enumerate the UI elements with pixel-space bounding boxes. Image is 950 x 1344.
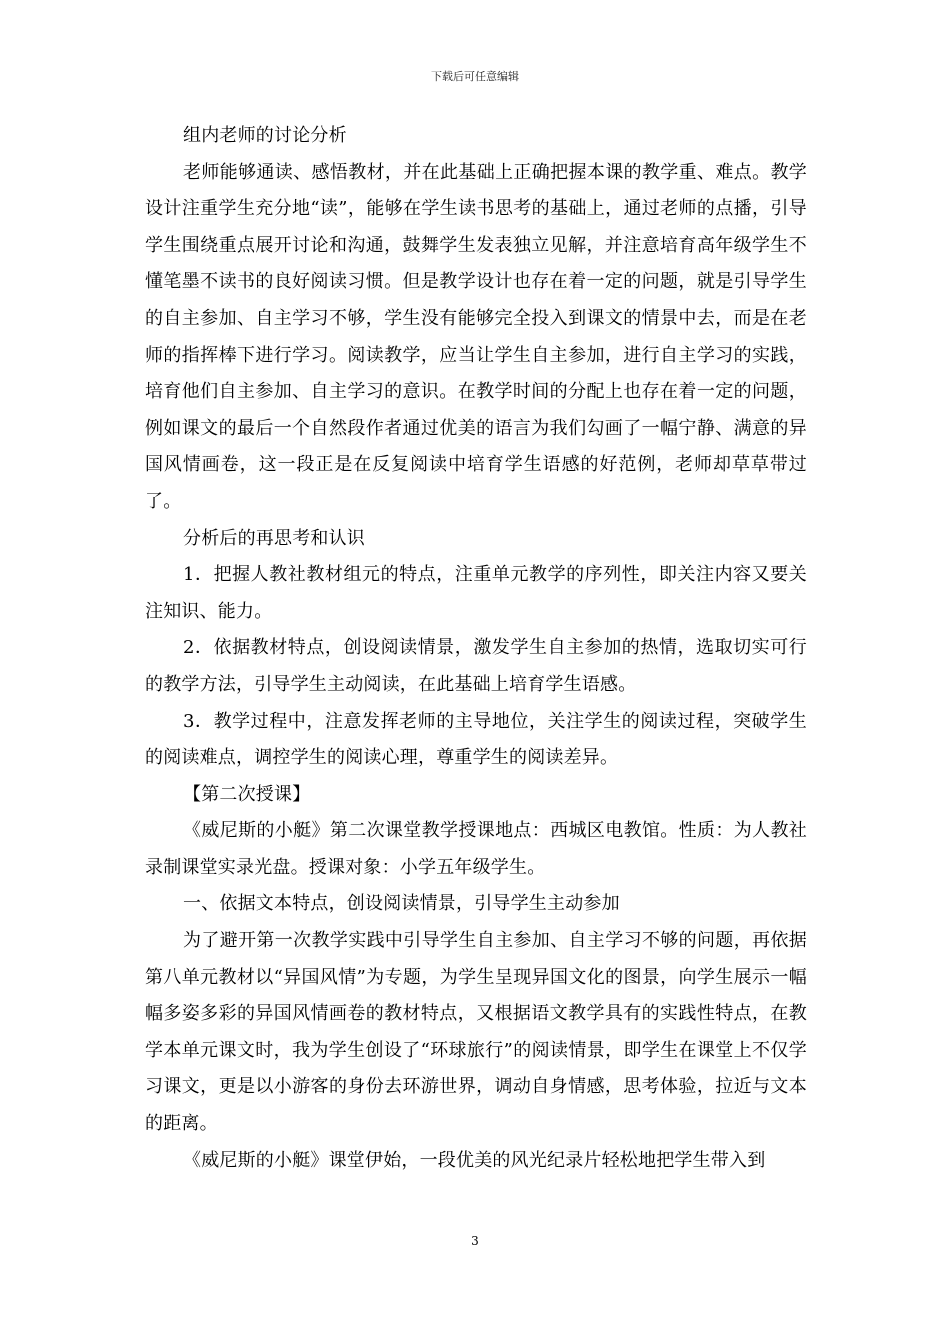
paragraph-scenario: 为了避开第一次教学实践中引导学生自主参加、自主学习不够的问题，再依据第八单元教材以“异国风情”为专题，为学生呈现异国文化的图景，向学生展示一幅幅多姿多彩的异国风情画卷的教材特点，又根据语文教学具有的实践性特点，在教学本单元课文时，我为学生创设了“环球旅行”的阅读情景，即学生在课堂上不仅学习课文，更是以小游客的身份去环游世界，调动自身情感，思考体验，拉近与文本的距离。 bbox=[145, 930, 807, 1135]
list-item-1: 1．把握人教社教材组元的特点，注重单元教学的序列性，即关注内容又要关注知识、能力。 bbox=[145, 564, 807, 622]
page-header: 下载后可任意编辑 bbox=[431, 70, 519, 83]
paragraph-discussion: 老师能够通读、感悟教材，并在此基础上正确把握本课的教学重、难点。教学设计注重学生充分地“读”，能够在学生读书思考的基础上，通过老师的点播，引导学生围绕重点展开讨论和沟通，鼓舞学生发表独立见解，并注意培育高年级学生不懂笔墨不读书的良好阅读习惯。但是教学设计也存在着一定的问题，就是引导学生的自主参加、自主学习不够，学生没有能够完全投入到课文的情景中去，而是在老师的指挥棒下进行学习。阅读教学，应当让学生自主参加，进行自主学习的实践，培育他们自主参加、自主学习的意识。在教学时间的分配上也存在着一定的问题，例如课文的最后一个自然段作者通过优美的语言为我们勾画了一幅宁静、满意的异国风情画卷，这一段正是在反复阅读中培育学生语感的好范例，老师却草草带过了。 bbox=[145, 161, 807, 512]
section-heading-discussion: 组内老师的讨论分析 bbox=[183, 125, 347, 146]
document-body bbox=[145, 118, 807, 1179]
list-item-3: 3．教学过程中，注意发挥老师的主导地位，关注学生的阅读过程，突破学生的阅读难点，调控学生的阅读心理，尊重学生的阅读差异。 bbox=[145, 710, 807, 769]
paragraph-lesson-info: 《威尼斯的小艇》第二次课堂教学授课地点：西城区电教馆。性质：为人教社录制课堂实录光盘。授课对象：小学五年级学生。 bbox=[145, 820, 807, 878]
section-heading-second-lesson: 【第二次授课】 bbox=[183, 783, 311, 805]
section-heading-part-one: 一、依据文本特点，创设阅读情景，引导学生主动参加 bbox=[183, 893, 620, 915]
list-item-2: 2．依据教材特点，创设阅读情景，激发学生自主参加的热情，选取切实可行的教学方法，引导学生主动阅读，在此基础上培育学生语感。 bbox=[145, 637, 807, 695]
section-heading-rethink: 分析后的再思考和认识 bbox=[183, 527, 365, 549]
page-number: 3 bbox=[471, 1234, 479, 1248]
paragraph-lesson-start: 《威尼斯的小艇》课堂伊始，一段优美的风光纪录片轻松地把学生带入到 bbox=[183, 1149, 766, 1171]
